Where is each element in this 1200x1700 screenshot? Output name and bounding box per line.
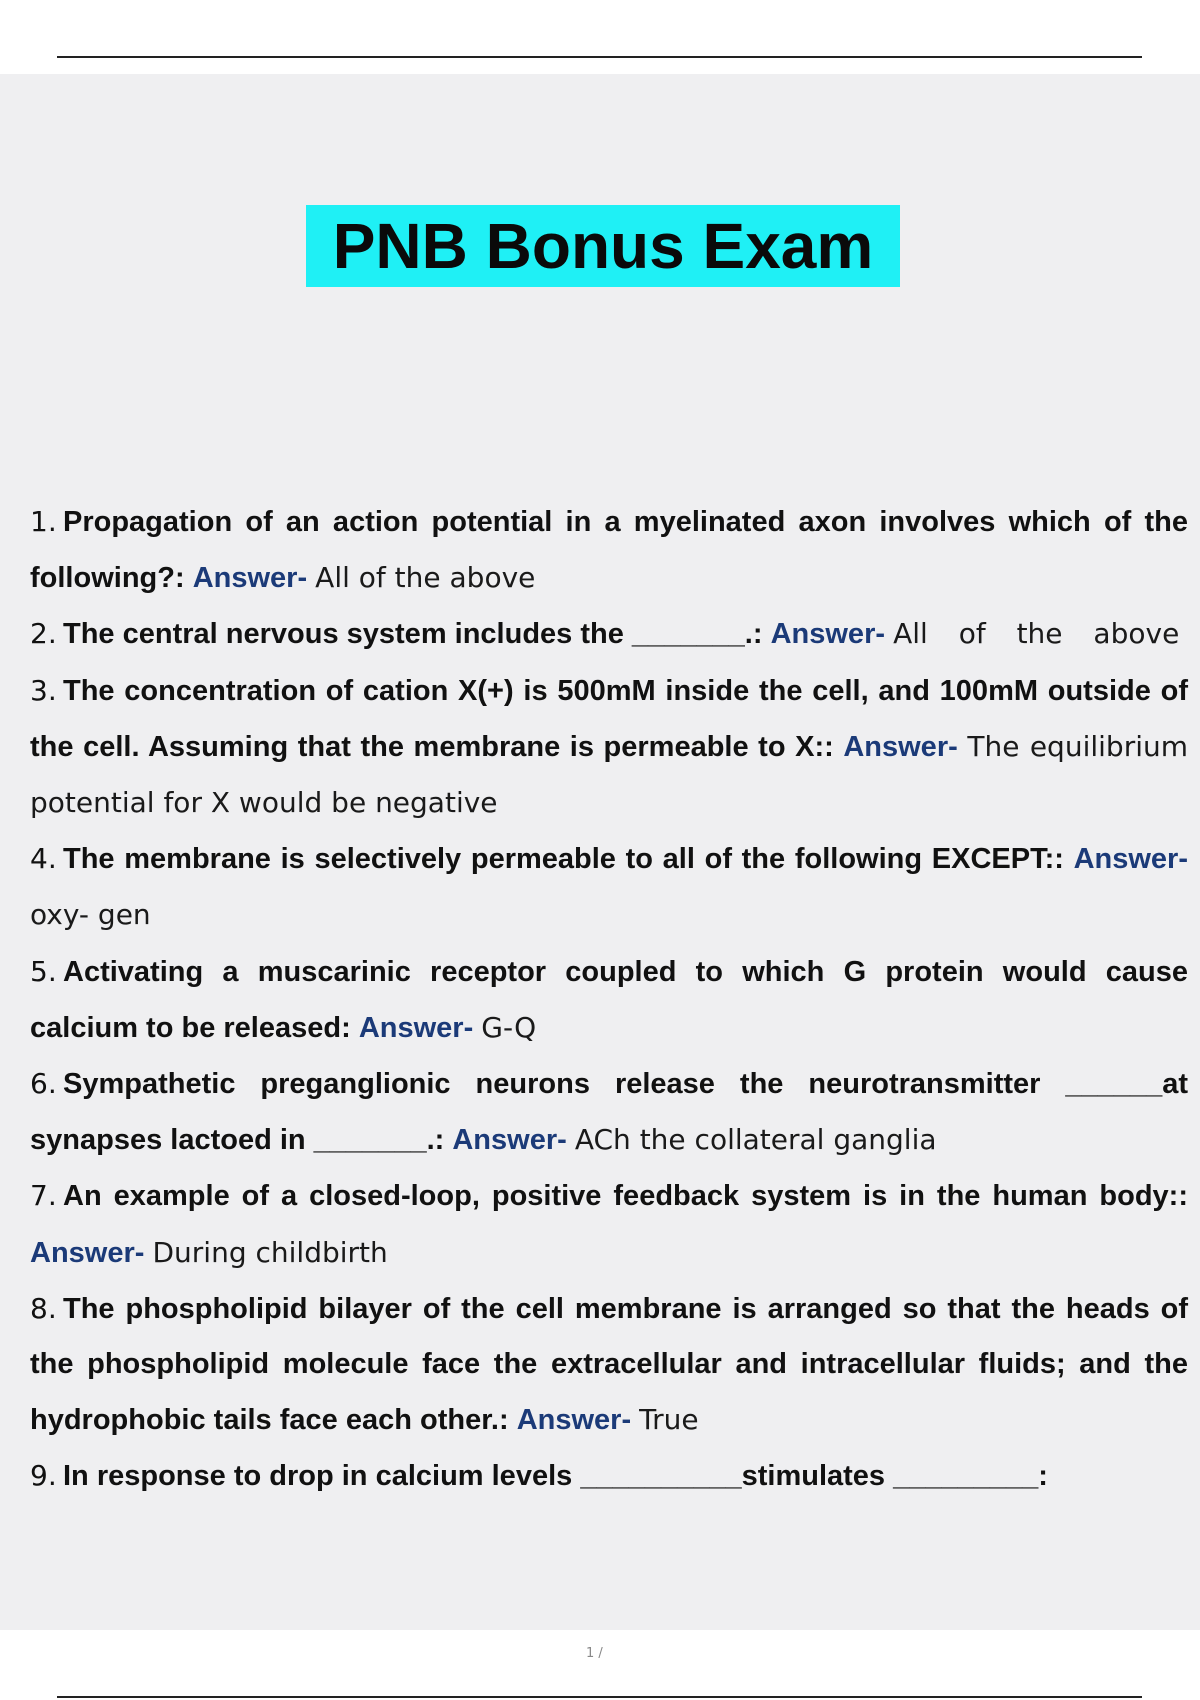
answer-text: True <box>639 1403 699 1437</box>
page-title: PNB Bonus Exam <box>332 210 874 282</box>
answer-text: oxy- gen <box>30 898 151 932</box>
question-text: Propagation of an action potential in a myelinated axon involves which of the following?: <box>30 506 1188 595</box>
question-number: 7. <box>30 1179 57 1213</box>
question-number: 8. <box>30 1291 57 1325</box>
title-highlight <box>306 205 900 287</box>
answer-text: All of the above <box>893 617 1180 651</box>
answer-text: All of the above <box>315 561 536 595</box>
document-page <box>0 74 1200 1661</box>
answer-label: Answer- <box>30 1236 145 1269</box>
question-number: 2. <box>30 617 57 651</box>
question-text: Sympathetic preganglionic neurons release the neurotransmitter ______at synapses lactoed in _______.: <box>30 1068 1188 1157</box>
question-text: The central nervous system includes the _______.: <box>63 618 763 651</box>
question-item <box>30 606 1188 662</box>
question-number: 6. <box>30 1067 57 1101</box>
answer-text: During childbirth <box>152 1235 388 1269</box>
question-text: The phospholipid bilayer of the cell membrane is arranged so that the heads of the phospholipid molecule face the extracellular and intracellular fluids; and the hydrophobic tails face each other.: <box>30 1292 1188 1437</box>
question-number: 9. <box>30 1459 57 1493</box>
question-text: The concentration of cation X(+) is 500mM inside the cell, and 100mM outside of the cell. Assuming that the membrane is permeable to X:: <box>30 674 1188 763</box>
question-text: Activating a muscarinic receptor coupled to which G protein would cause calcium to be released: <box>30 955 1188 1044</box>
question-item <box>30 1448 1188 1504</box>
question-item <box>30 1168 1188 1280</box>
answer-text: G-Q <box>481 1010 537 1044</box>
answer-text: ACh the collateral ganglia <box>574 1123 937 1157</box>
question-number: 4. <box>30 842 57 876</box>
question-item <box>30 944 1188 1056</box>
question-item <box>30 831 1188 943</box>
question-number: 1. <box>30 505 57 538</box>
answer-label: Answer- <box>516 1404 632 1437</box>
question-item <box>30 1281 1188 1449</box>
page-indicator: 1 / <box>586 1646 603 1661</box>
question-text: An example of a closed-loop, positive feedback system is in the human body:: <box>63 1180 1188 1213</box>
answer-label: Answer- <box>1073 843 1188 876</box>
answer-label: Answer- <box>192 562 308 595</box>
top-rule <box>57 56 1142 58</box>
question-item <box>30 494 1188 606</box>
answer-text: The equilibrium potential for X would be negative <box>30 729 1189 820</box>
question-item <box>30 1056 1188 1168</box>
question-list <box>30 494 1188 1505</box>
question-item <box>30 663 1188 832</box>
question-text: In response to drop in calcium levels __________stimulates _________: <box>63 1460 1048 1493</box>
bottom-rule <box>57 1696 1142 1698</box>
question-number: 3. <box>30 673 57 707</box>
answer-label: Answer- <box>452 1124 567 1157</box>
question-text: The membrane is selectively permeable to all of the following EXCEPT:: <box>63 843 1064 876</box>
answer-label: Answer- <box>770 618 886 651</box>
answer-label: Answer- <box>843 730 958 763</box>
question-number: 5. <box>30 954 57 988</box>
answer-label: Answer- <box>358 1011 474 1044</box>
